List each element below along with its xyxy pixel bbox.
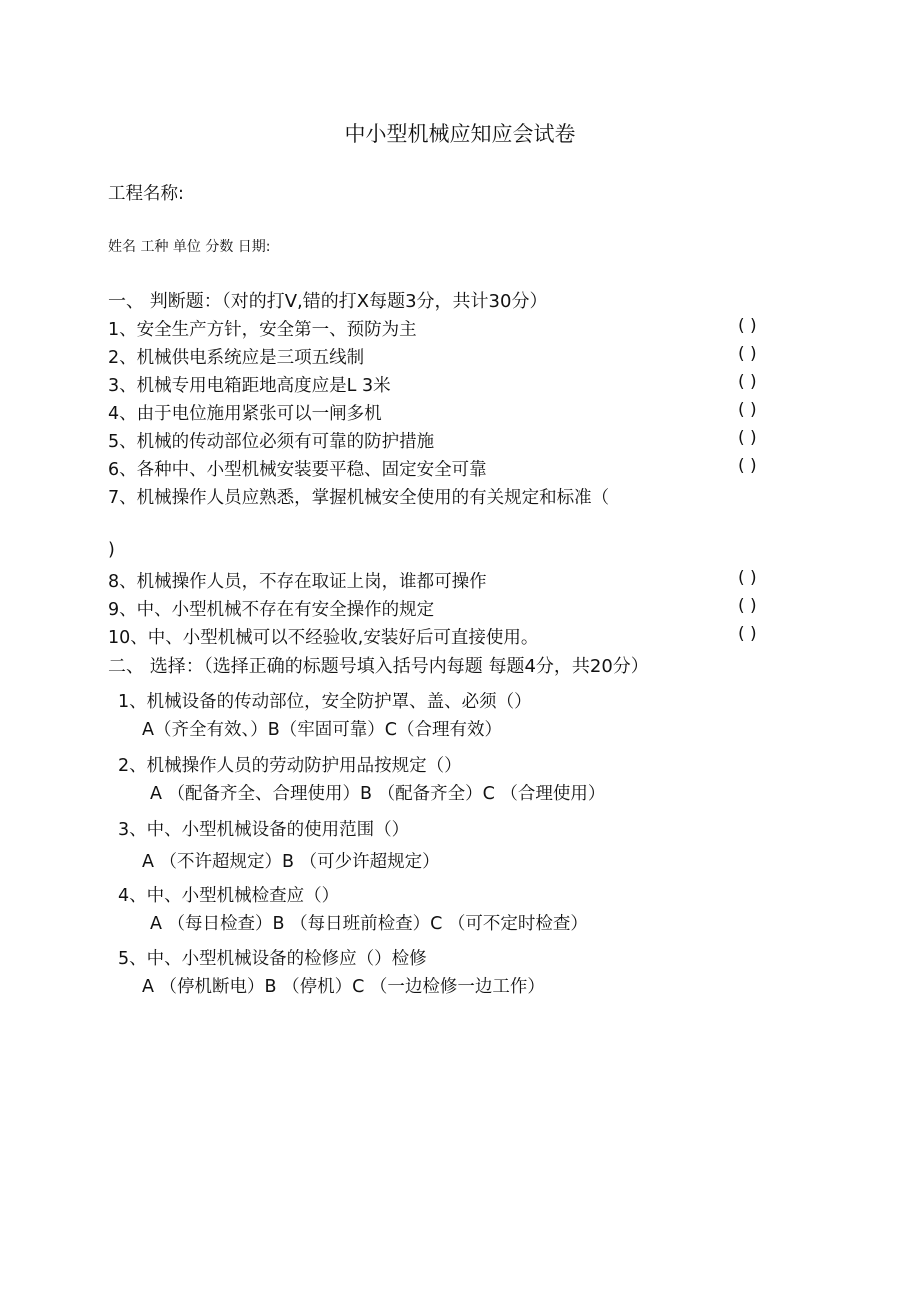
- answer-paren: ( ): [738, 316, 757, 336]
- choice-question: 1、机械设备的传动部位，安全防护罩、盖、必须（）: [118, 692, 532, 712]
- judge-item-continuation: ): [108, 540, 115, 560]
- answer-paren: ( ): [738, 568, 757, 588]
- answer-paren: ( ): [738, 344, 757, 364]
- project-name-label: 工程名称:: [108, 184, 184, 204]
- choice-question: 4、中、小型机械检查应（）: [118, 886, 340, 906]
- choice-options: A （不许超规定）B （可少许超规定）: [142, 852, 440, 872]
- judge-item: 5、机械的传动部位必须有可靠的防护措施: [108, 432, 435, 452]
- choice-options: A （每日检查）B （每日班前检查）C （可不定时检查）: [150, 914, 588, 934]
- judge-item: 7、机械操作人员应熟悉，掌握机械安全使用的有关规定和标准（: [108, 488, 610, 508]
- choice-options: A（齐全有效、）B（牢固可靠）C（合理有效）: [142, 720, 502, 740]
- section2-heading: 二、 选择：（选择正确的标题号填入括号内每题 每题4分，共20分）: [108, 656, 649, 677]
- judge-item: 3、机械专用电箱距地高度应是L 3米: [108, 376, 391, 396]
- answer-paren: ( ): [738, 428, 757, 448]
- judge-item: 2、机械供电系统应是三项五线制: [108, 348, 365, 368]
- answer-paren: ( ): [738, 400, 757, 420]
- section1-heading: 一、 判断题：（对的打V,错的打X每题3分，共计30分）: [108, 291, 548, 312]
- choice-question: 3、中、小型机械设备的使用范围（）: [118, 820, 410, 840]
- judge-item: 1、安全生产方针，安全第一、预防为主: [108, 320, 417, 340]
- judge-item: 8、机械操作人员，不存在取证上岗，谁都可操作: [108, 572, 487, 592]
- choice-question: 2、机械操作人员的劳动防护用品按规定（）: [118, 756, 462, 776]
- info-line: 姓名 工种 单位 分数 日期:: [108, 239, 271, 255]
- answer-paren: ( ): [738, 456, 757, 476]
- answer-paren: ( ): [738, 372, 757, 392]
- choice-question: 5、中、小型机械设备的检修应（）检修: [118, 949, 427, 969]
- judge-item: 10、中、小型机械可以不经验收,安装好后可直接使用。: [108, 628, 539, 648]
- judge-item: 9、中、小型机械不存在有安全操作的规定: [108, 600, 435, 620]
- answer-paren: ( ): [738, 624, 757, 644]
- page-title: 中小型机械应知应会试卷: [344, 122, 576, 146]
- answer-paren: ( ): [738, 596, 757, 616]
- judge-item: 6、各种中、小型机械安装要平稳、固定安全可靠: [108, 460, 487, 480]
- choice-options: A （停机断电）B （停机）C （一边检修一边工作）: [142, 977, 545, 997]
- choice-options: A （配备齐全、合理使用）B （配备齐全）C （合理使用）: [150, 784, 606, 804]
- judge-item: 4、由于电位施用紧张可以一闸多机: [108, 404, 382, 424]
